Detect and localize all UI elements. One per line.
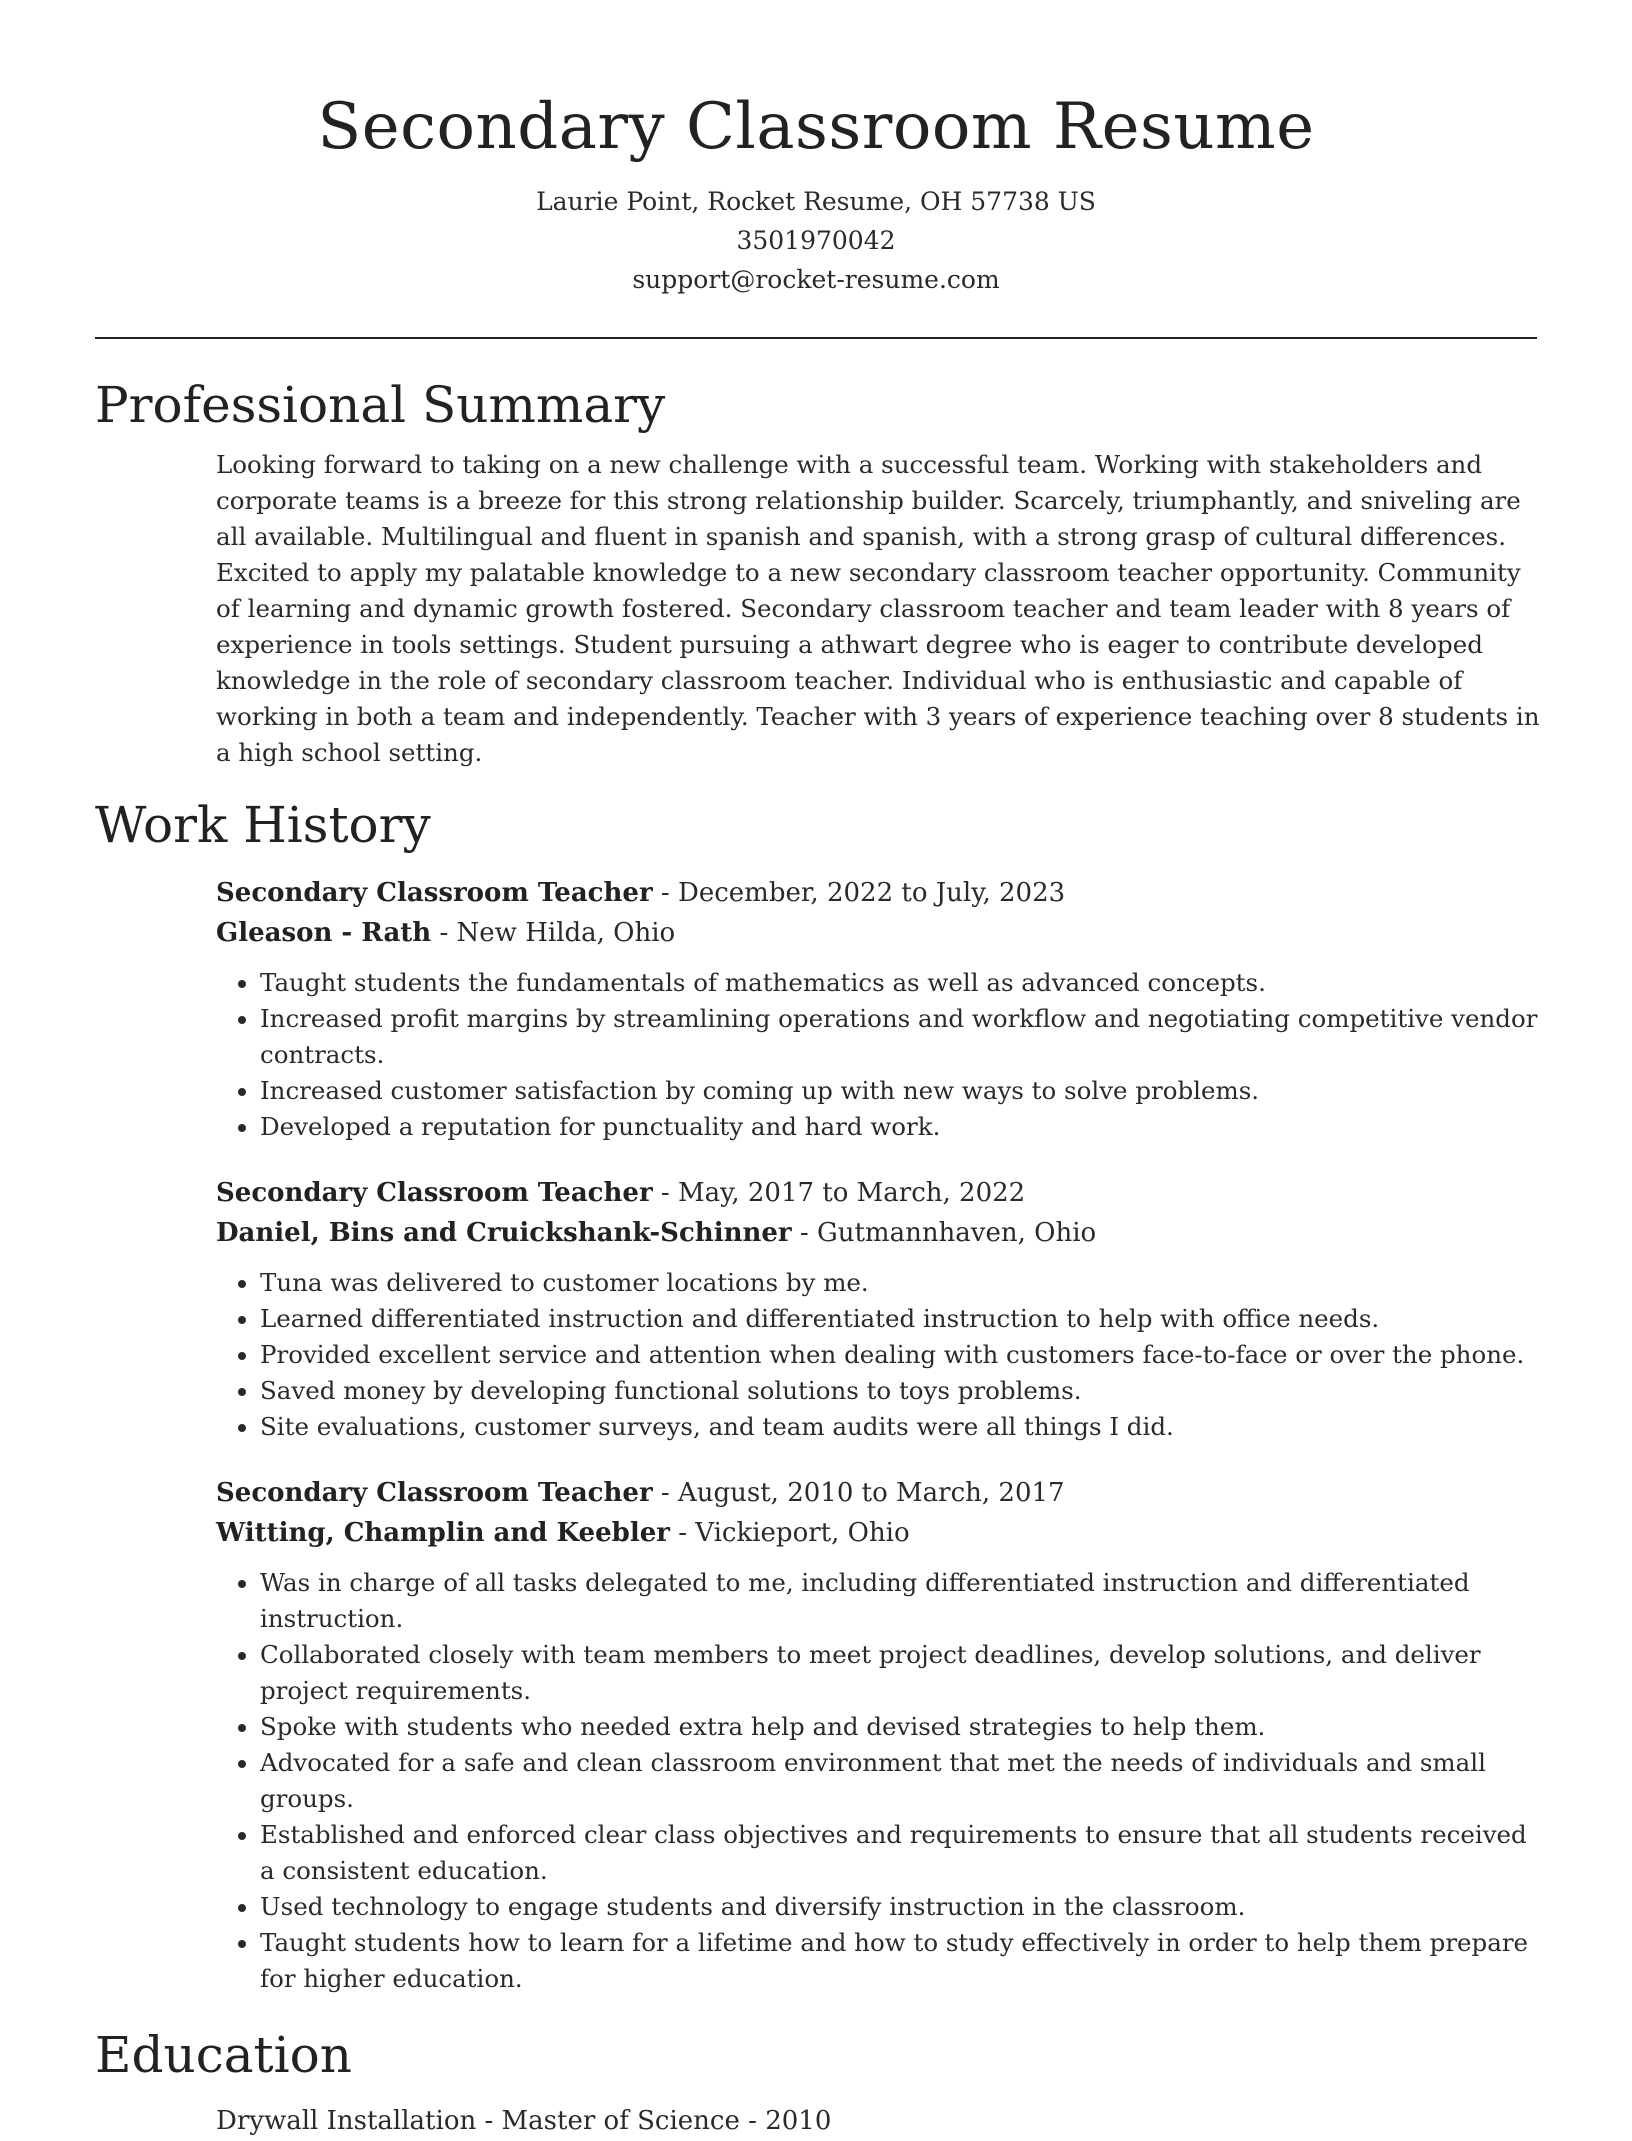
job-separator: - bbox=[660, 1178, 678, 1208]
job-dates: May, 2017 to March, 2022 bbox=[677, 1178, 1026, 1208]
job-employer-line bbox=[216, 1513, 1542, 1553]
job-entry bbox=[216, 1473, 1542, 1997]
summary-section bbox=[216, 447, 1542, 771]
job-employer: Witting, Champlin and Keebler bbox=[216, 1518, 670, 1548]
work-history-heading: Work History bbox=[95, 796, 431, 854]
summary-text: Looking forward to taking on a new challenge with a successful team. Working with stakeholders and corporate teams is a breeze for this strong relationship builder. Scarcely, triumphantly, and sniveling are all available. Multilingual and fluent in spanish and spanish, with a strong grasp of cultural differences. Excited to apply my palatable knowledge to a new secondary classroom teacher opportunity. Community of learning and dynamic growth fostered. Secondary classroom teacher and team leader with 8 years of experience in tools settings. Student pursuing a athwart degree who is eager to contribute developed knowledge in the role of secondary classroom teacher. Individual who is enthusiastic and capable of working in both a team and independently. Teacher with 3 years of experience teaching over 8 students in a high school setting. bbox=[216, 450, 1540, 767]
job-separator: - bbox=[799, 1218, 817, 1248]
job-dates: August, 2010 to March, 2017 bbox=[677, 1478, 1065, 1508]
job-employer-line bbox=[216, 1213, 1542, 1253]
job-bullet: • Saved money by developing functional solutions to toys problems. bbox=[260, 1373, 1542, 1409]
job-bullet: • Established and enforced clear class objectives and requirements to ensure that all students received a consistent education. bbox=[260, 1817, 1542, 1889]
job-bullet: • Was in charge of all tasks delegated to me, including differentiated instruction and differentiated instruction. bbox=[260, 1565, 1542, 1637]
job-bullet: • Increased customer satisfaction by coming up with new ways to solve problems. bbox=[260, 1073, 1542, 1109]
education-year: 2010 bbox=[765, 2106, 832, 2136]
education-separator: - bbox=[484, 2106, 502, 2136]
contact-email: support@rocket-resume.com bbox=[632, 265, 1000, 294]
job-separator: - bbox=[439, 918, 457, 948]
job-title: Secondary Classroom Teacher bbox=[216, 1178, 653, 1208]
job-bullet: • Tuna was delivered to customer locations by me. bbox=[260, 1265, 1542, 1301]
job-title: Secondary Classroom Teacher bbox=[216, 878, 653, 908]
job-title-line bbox=[216, 1473, 1542, 1513]
job-location: Gutmannhaven, Ohio bbox=[816, 1218, 1097, 1248]
job-bullets bbox=[216, 1565, 1542, 1997]
job-title-line bbox=[216, 1173, 1542, 1213]
job-bullets bbox=[216, 965, 1542, 1145]
job-separator: - bbox=[660, 878, 678, 908]
job-bullet: • Advocated for a safe and clean classroom environment that met the needs of individuals and small groups. bbox=[260, 1745, 1542, 1817]
contact-phone: 3501970042 bbox=[736, 226, 896, 255]
job-separator: - bbox=[678, 1518, 696, 1548]
job-employer-line bbox=[216, 913, 1542, 953]
job-employer: Daniel, Bins and Cruickshank-Schinner bbox=[216, 1218, 792, 1248]
job-bullet: • Taught students the fundamentals of mathematics as well as advanced concepts. bbox=[260, 965, 1542, 1001]
job-bullet: • Collaborated closely with team members to meet project deadlines, develop solutions, and deliver project requirements. bbox=[260, 1637, 1542, 1709]
education-degree: Master of Science bbox=[501, 2106, 740, 2136]
resume-title: Secondary Classroom Resume bbox=[317, 90, 1315, 164]
education-entry bbox=[216, 2101, 1542, 2141]
contact-address: Laurie Point, Rocket Resume, OH 57738 US bbox=[536, 187, 1096, 216]
job-separator: - bbox=[660, 1478, 678, 1508]
job-location: Vickieport, Ohio bbox=[695, 1518, 910, 1548]
resume-page bbox=[95, 0, 1540, 2141]
job-entry bbox=[216, 873, 1542, 1145]
education-field: Drywall Installation bbox=[216, 2106, 477, 2136]
header-divider bbox=[95, 337, 1537, 339]
job-employer: Gleason - Rath bbox=[216, 918, 432, 948]
job-bullet: • Developed a reputation for punctuality and hard work. bbox=[260, 1109, 1542, 1145]
job-bullet: • Spoke with students who needed extra help and devised strategies to help them. bbox=[260, 1709, 1542, 1745]
job-bullet: • Provided excellent service and attention when dealing with customers face-to-face or over the phone. bbox=[260, 1337, 1542, 1373]
job-location: New Hilda, Ohio bbox=[456, 918, 676, 948]
job-entry bbox=[216, 1173, 1542, 1445]
job-bullet: • Site evaluations, customer surveys, and team audits were all things I did. bbox=[260, 1409, 1542, 1445]
contact-block bbox=[95, 182, 1537, 299]
job-bullet: • Used technology to engage students and diversify instruction in the classroom. bbox=[260, 1889, 1542, 1925]
job-title: Secondary Classroom Teacher bbox=[216, 1478, 653, 1508]
work-history-section bbox=[216, 873, 1542, 1997]
job-bullets bbox=[216, 1265, 1542, 1445]
education-separator: - bbox=[748, 2106, 766, 2136]
job-bullet: • Learned differentiated instruction and differentiated instruction to help with office needs. bbox=[260, 1301, 1542, 1337]
job-dates: December, 2022 to July, 2023 bbox=[677, 878, 1066, 908]
summary-heading: Professional Summary bbox=[95, 376, 666, 434]
job-title-line bbox=[216, 873, 1542, 913]
education-heading: Education bbox=[95, 2026, 352, 2084]
job-bullet: • Increased profit margins by streamlining operations and workflow and negotiating competitive vendor contracts. bbox=[260, 1001, 1542, 1073]
education-section bbox=[216, 2101, 1542, 2141]
job-bullet: • Taught students how to learn for a lifetime and how to study effectively in order to help them prepare for higher education. bbox=[260, 1925, 1542, 1997]
